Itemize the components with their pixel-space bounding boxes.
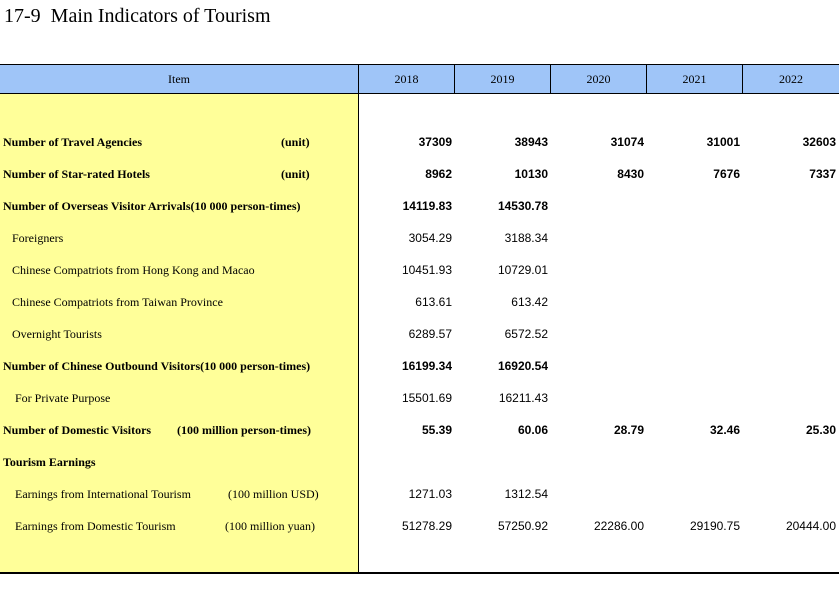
table-row [0,356,839,376]
row-unit: (100 million USD) [228,487,319,501]
cell-value: 613.61 [415,295,452,309]
row-label: Tourism Earnings [3,455,96,469]
page-title: 17-9 Main Indicators of Tourism [4,5,271,27]
cell-value: 3188.34 [504,231,548,245]
row-label: Number of Chinese Outbound Visitors(10 000 person-times) [3,359,311,373]
cell-value: 8962 [425,167,452,181]
row-label: Number of Domestic Visitors [3,423,152,437]
table-bottom-rule [0,572,839,574]
table-row [0,164,839,184]
row-label: Number of Overseas Visitor Arrivals(10 000 person-times) [3,199,301,213]
row-unit: (unit) [281,167,310,181]
row-label: Number of Travel Agencies [3,135,142,149]
cell-value: 32.46 [709,423,740,437]
cell-value: 31001 [706,135,740,149]
table-row [0,388,839,408]
cell-value: 28.79 [613,423,644,437]
table-row [0,292,839,312]
header-year-2021: 2021 [647,65,743,93]
cell-value: 6572.52 [504,327,548,341]
cell-value: 10130 [514,167,548,181]
cell-value: 1271.03 [408,487,452,501]
cell-value: 10729.01 [497,263,548,277]
cell-value: 16920.54 [497,359,548,373]
header-year-2018: 2018 [359,65,455,93]
cell-value: 25.30 [805,423,836,437]
cell-value: 7337 [809,167,836,181]
cell-value: 20444.00 [785,519,836,533]
cell-value: 55.39 [421,423,452,437]
row-label: Number of Star-rated Hotels [3,167,150,181]
row-label: For Private Purpose [15,391,111,405]
header-year-2022: 2022 [779,72,803,86]
cell-value: 31074 [610,135,644,149]
cell-value: 29190.75 [689,519,740,533]
table-row [0,228,839,248]
table-row [0,132,839,152]
cell-value: 613.42 [511,295,548,309]
row-label: Earnings from Domestic Tourism [15,519,176,533]
cell-value: 3054.29 [408,231,452,245]
cell-value: 16199.34 [401,359,452,373]
row-unit: (unit) [281,135,310,149]
cell-value: 37309 [418,135,452,149]
cell-value: 60.06 [517,423,548,437]
row-unit: (100 million yuan) [225,519,315,533]
table-header [0,64,839,94]
row-label: Earnings from International Tourism [15,487,191,501]
header-item: Item [0,65,359,93]
cell-value: 8430 [617,167,644,181]
row-label: Chinese Compatriots from Taiwan Province [12,295,223,309]
table-row [0,452,839,472]
cell-value: 14119.83 [402,199,452,213]
table-row [0,260,839,280]
cell-value: 38943 [514,135,548,149]
header-year-2019: 2019 [455,65,551,93]
row-unit: (100 million person-times) [177,423,311,437]
cell-value: 57250.92 [497,519,548,533]
cell-value: 15501.69 [401,391,452,405]
header-year-2020: 2020 [551,65,647,93]
cell-value: 16211.43 [498,391,548,405]
cell-value: 1312.54 [504,487,548,501]
cell-value: 7676 [713,167,740,181]
row-label: Overnight Tourists [12,327,102,341]
table-row [0,484,839,504]
row-label: Foreigners [12,231,64,245]
cell-value: 51278.29 [401,519,452,533]
cell-value: 10451.93 [401,263,452,277]
table-row [0,324,839,344]
table-row [0,420,839,440]
cell-value: 32603 [802,135,836,149]
cell-value: 14530.78 [497,199,548,213]
cell-value: 22286.00 [593,519,644,533]
table-row [0,196,839,216]
table-row [0,516,839,536]
cell-value: 6289.57 [408,327,452,341]
row-label: Chinese Compatriots from Hong Kong and Macao [12,263,255,277]
